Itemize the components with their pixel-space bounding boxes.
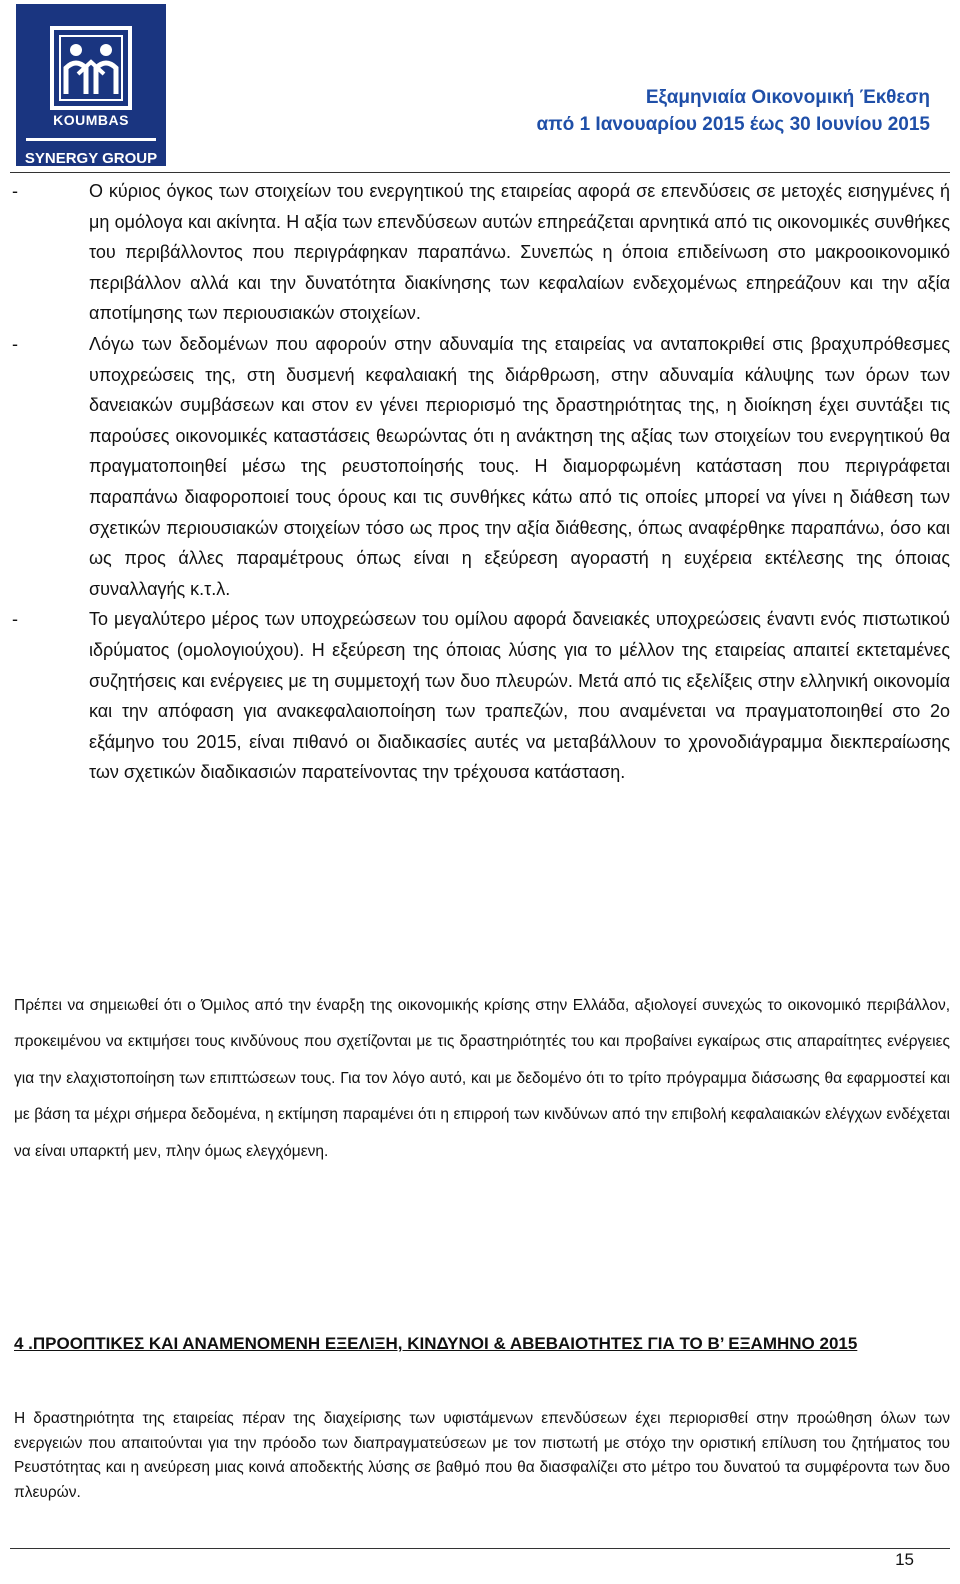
list-item bbox=[12, 329, 950, 604]
bullet-dash: - bbox=[12, 609, 18, 630]
bullet-dash: - bbox=[12, 181, 18, 201]
bullet-text: Ο κύριος όγκος των στοιχείων του ενεργητικού της εταιρείας αφορά σε επενδύσεις σε μετοχές εισηγμένες ή μη ομόλογα και ακίνητα. Η αξία των επενδύσεων αυτών επηρεάζεται αρνητικά από τις οικονομικές συνθήκες του περιβάλλοντος που περιγράφηκαν παραπάνω. Συνεπώς η όποια επιδείνωση στο μακροοικονομικό περιβάλλον αλλά και την δυνατότητα διακίνησης των κεφαλαίων ενδεχομένως επηρεάζουν και την αξία αποτίμησης των περιουσιακών στοιχείων. bbox=[89, 181, 950, 324]
bullet-text: Λόγω των δεδομένων που αφορούν στην αδυναμία της εταιρείας να ανταποκριθεί στις βραχυπρόθεσμες υποχρεώσεις της, στη δυσμενή κεφαλαιακή της διάρθρωση, στην αδυναμία κάλυψης των όρων των δανειακών συμβάσεων και στον εν γένει περιορισμό της δραστηριότητας της, η διοίκηση έχει συντάξει τις παρούσες οικονομικές καταστάσεις θεωρώντας ότι η ανάκτηση της αξίας των στοιχείων του ενεργητικού θα πραγματοποιηθεί μέσω της ρευστοποίησής τους. Η διαμορφωμένη κατάσταση που περιγράφεται παραπάνω διαφοροποιεί τους όρους και τις συνθήκες κάτω από τις οποίες μπορεί να γίνει η διάθεση των σχετικών περιουσιακών στοιχείων τόσο ως προς την αξία διάθεσης, όπως αναφέρθηκε παραπάνω, όσο και ως προς άλλες παραμέτρους όπως είναι η εξεύρεση αγοραστή η ευχέρεια εκτέλεσης της όποιας συναλλαγής κ.τ.λ. bbox=[89, 333, 950, 599]
risk-assessment-paragraph: Πρέπει να σημειωθεί ότι ο Όμιλος από την έναρξη της οικονομικής κρίσης στην Ελλάδα, αξιολογεί συνεχώς το οικονομικό περιβάλλον, προκειμένου να εκτιμήσει τους κινδύνους που σχετίζονται με τις δραστηριότητές του και προβαίνει εγκαίρως στις απαραίτητες ενέργειες για την ελαχιστοποίηση των επιπτώσεων τους. Για τον λόγο αυτό, και με δεδομένο ότι το τρίτο πρόγραμμα διάσωσης θα εφαρμοστεί και με βάση τα μέχρι σήμερα δεδομένα, η εκτίμηση παραμένει ότι η επιρροή των κινδύνων από την επιβολή κεφαλαιακών ελέγχων ενδέχεται να είναι υπαρκτή μεν, πλην όμως ελεγχόμενη. bbox=[14, 997, 950, 1160]
report-title-line1: Εξαμηνιαία Οικονομική Έκθεση bbox=[645, 87, 930, 108]
outlook-paragraph: Η δραστηριότητα της εταιρείας πέραν της διαχείρισης των υφιστάμενων επενδύσεων έχει περιορισθεί στην προώθηση όλων των ενεργειών που απαιτούνται για την πρόοδο των διαπραγματεύσεων με τον πιστωτή με στόχο την οριστική επίλυση του ζητήματος του Ρευστότητας και η ανεύρεση μιας κοινά αποδεκτής λύσης σε βαθμό που θα διασφαλίζει στο μέτρο του δυνατού τα συμφέροντα των δυο πλευρών. bbox=[14, 1410, 950, 1501]
report-title bbox=[536, 84, 930, 138]
bullet-dash: - bbox=[12, 333, 18, 354]
section-heading bbox=[14, 1332, 950, 1357]
footer-divider bbox=[10, 1548, 950, 1549]
page-number: 15 bbox=[895, 1550, 914, 1569]
header-divider bbox=[10, 172, 950, 173]
list-item bbox=[12, 604, 950, 788]
section-heading-text: 4 .ΠΡΟΟΠΤΙΚΕΣ ΚΑΙ ΑΝΑΜΕΝΟΜΕΝΗ ΕΞΕΛΙΞΗ, ΚΙΝΔΥΝΟΙ & ΑΒΕΒΑΙΟΤΗΤΕΣ ΓΙΑ ΤΟ Β’ ΕΞΑΜΗΝΟ 2015 bbox=[14, 1334, 858, 1353]
logo-group-text: SYNERGY GROUP bbox=[24, 150, 158, 167]
koumbas-emblem-icon bbox=[16, 4, 166, 166]
risk-bullet-list bbox=[12, 176, 950, 788]
company-logo bbox=[16, 4, 166, 166]
logo-brand-text: KOUMBAS bbox=[53, 112, 129, 128]
report-title-line2: από 1 Ιανουαρίου 2015 έως 30 Ιουνίου 2015 bbox=[536, 114, 930, 135]
bullet-text: Το μεγαλύτερο μέρος των υποχρεώσεων του ομίλου αφορά δανειακές υποχρεώσεις έναντι ενός πιστωτικού ιδρύματος (ομολογιούχου). Η εξεύρεση της όποιας λύσης για το μέλλον της εταιρείας απαιτεί εκτεταμένες συζητήσεις και ενέργειες με τη συμμετοχή των δυο πλευρών. Μετά από τις εξελίξεις στην ελληνική οικονομία και την απόφαση για ανακεφαλαιοποίηση των τραπεζών, που αναμένεται να πραγματοποιηθεί στο 2ο εξάμηνο του 2015, είναι πιθανό οι διαδικασίες αυτές να μεταβάλλουν το χρονοδιάγραμμα διεκπεραίωσης των σχετικών διαδικασιών παρατείνοντας την τρέχουσα κατάσταση. bbox=[89, 609, 950, 783]
list-item bbox=[12, 176, 950, 329]
